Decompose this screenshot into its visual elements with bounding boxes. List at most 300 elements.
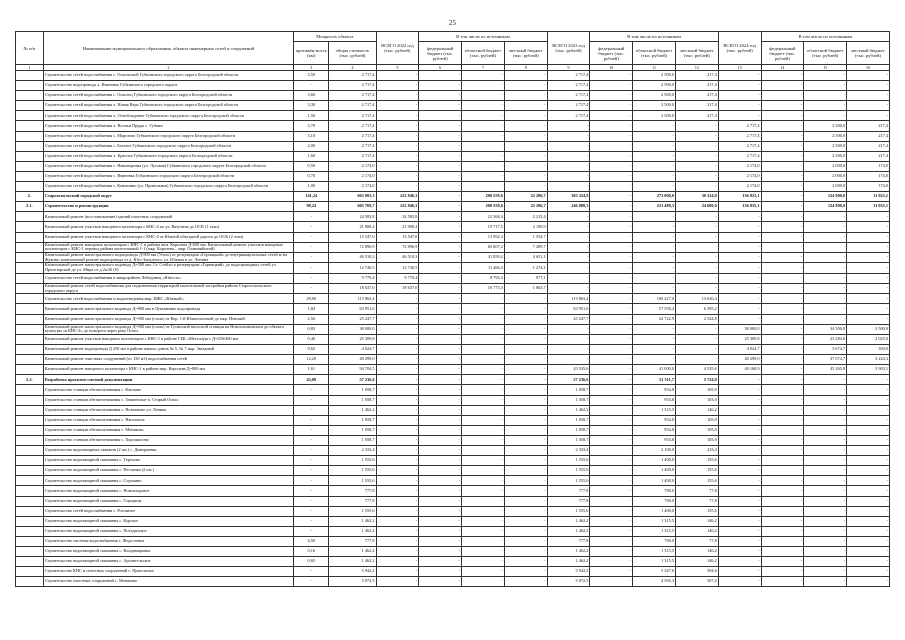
value-cell: 4 565,3 [633, 577, 676, 587]
value-cell: - [761, 253, 804, 263]
value-cell: 155,6 [675, 456, 718, 466]
table-row [16, 71, 890, 81]
header-sources-2024: В том числе по источникам [761, 32, 889, 42]
header-fed-2024: федеральный бюджет (тыс. рублей) [761, 42, 804, 65]
value-cell: 507,2 [675, 577, 718, 587]
table-row [16, 577, 890, 587]
value-cell: - [675, 345, 718, 355]
value-cell: - [376, 557, 419, 567]
value-cell: 2 717,4 [718, 151, 761, 161]
value-cell: - [462, 101, 505, 111]
value-cell: 700,0 [633, 536, 676, 546]
value-cell: - [462, 456, 505, 466]
value-cell: - [761, 101, 804, 111]
table-body [16, 71, 890, 587]
value-cell: 25 309,8 [718, 335, 761, 345]
value-cell: 1 058,7 [329, 435, 376, 445]
value-cell: - [419, 324, 462, 334]
value-cell: - [419, 446, 462, 456]
value-cell: - [675, 182, 718, 192]
value-cell: - [761, 486, 804, 496]
value-cell: - [462, 294, 505, 304]
value-cell: - [376, 141, 419, 151]
value-cell: - [804, 375, 847, 385]
value-cell: - [504, 365, 547, 375]
value-cell: - [847, 456, 890, 466]
value-cell: - [718, 546, 761, 556]
object-name-cell: Строительство и реконструкция [43, 202, 293, 212]
value-cell: 21 908,4 [329, 222, 376, 232]
value-cell: 45 265,8 [804, 365, 847, 375]
value-cell: 2 174,0 [329, 161, 376, 171]
value-cell: - [419, 131, 462, 141]
value-cell: - [419, 435, 462, 445]
value-cell: - [294, 263, 329, 273]
value-cell: - [294, 456, 329, 466]
value-cell: - [761, 141, 804, 151]
value-cell: - [590, 375, 633, 385]
value-cell: - [462, 577, 505, 587]
value-cell: 2 500,0 [804, 151, 847, 161]
value-cell: - [633, 171, 676, 181]
value-cell: - [547, 171, 590, 181]
value-cell: - [547, 273, 590, 283]
value-cell: - [718, 516, 761, 526]
table-row [16, 273, 890, 283]
table-row [16, 506, 890, 516]
object-name-cell: Капитальный ремонт участков напорного коллектора с КНС-4 по ул. Ватутина до ОСК (1 этап) [43, 222, 293, 232]
value-cell: 1 315,5 [633, 516, 676, 526]
value-cell: - [718, 536, 761, 546]
value-cell: - [376, 446, 419, 456]
value-cell: - [761, 151, 804, 161]
value-cell: - [633, 131, 676, 141]
row-number-cell [16, 546, 44, 556]
value-cell: - [419, 415, 462, 425]
value-cell: 0,50 [294, 161, 329, 171]
value-cell: 1 555,6 [329, 476, 376, 486]
value-cell: 57 556,4 [633, 304, 676, 314]
value-cell: - [419, 242, 462, 252]
value-cell: 217,4 [847, 131, 890, 141]
value-cell: - [718, 263, 761, 273]
row-number-cell [16, 506, 44, 516]
value-cell: - [761, 131, 804, 141]
value-cell: 954,8 [633, 385, 676, 395]
object-name-cell: Строительство сетей водоснабжения с. Ивановка Губкинского городского округа Белгородской области [43, 171, 293, 181]
value-cell: 18 637,0 [376, 283, 419, 293]
table-row [16, 536, 890, 546]
value-cell: - [633, 121, 676, 131]
value-cell: - [847, 476, 890, 486]
value-cell: 22 286,7 [504, 192, 547, 202]
value-cell: 663 003,3 [329, 192, 376, 202]
value-cell: 2 174,0 [718, 171, 761, 181]
value-cell: - [590, 232, 633, 242]
value-cell: - [547, 283, 590, 293]
value-cell: - [419, 577, 462, 587]
table-row [16, 202, 890, 212]
header-reg-2024: областной бюджет (тыс. рублей) [804, 42, 847, 65]
value-cell: - [761, 516, 804, 526]
value-cell: - [675, 161, 718, 171]
value-cell: - [590, 546, 633, 556]
value-cell: 1,00 [294, 182, 329, 192]
value-cell: 3 224,3 [847, 355, 890, 365]
value-cell: 2 717,4 [547, 71, 590, 81]
value-cell: - [462, 486, 505, 496]
value-cell: - [419, 557, 462, 567]
row-number-cell [16, 212, 44, 222]
row-number-cell [16, 496, 44, 506]
row-number-cell: 2.2. [16, 375, 44, 385]
value-cell: - [419, 375, 462, 385]
value-cell: - [761, 506, 804, 516]
value-cell: - [376, 335, 419, 345]
value-cell: 12 740,5 [376, 263, 419, 273]
value-cell: - [376, 546, 419, 556]
value-cell: - [633, 345, 676, 355]
column-index: 9 [547, 65, 590, 71]
value-cell: - [504, 335, 547, 345]
value-cell: - [419, 202, 462, 212]
value-cell: - [419, 526, 462, 536]
column-index: 4 [329, 65, 376, 71]
value-cell: 954,8 [633, 435, 676, 445]
value-cell: - [504, 294, 547, 304]
value-cell: 40 299,0 [329, 355, 376, 365]
value-cell: - [294, 516, 329, 526]
header-sources-2023: В том числе по источникам [590, 32, 718, 42]
value-cell: - [294, 273, 329, 283]
table-row [16, 171, 890, 181]
value-cell: - [718, 71, 761, 81]
value-cell: 24 600,0 [675, 202, 718, 212]
value-cell: - [462, 557, 505, 567]
value-cell: - [376, 101, 419, 111]
value-cell: - [376, 486, 419, 496]
table-row [16, 567, 890, 577]
value-cell: 217,4 [675, 111, 718, 121]
table-row [16, 476, 890, 486]
row-number-cell [16, 456, 44, 466]
object-name-cell: Капитальный ремонт водопровода Д 250 мм в районе жилых домов № 5, № 7 мкр. Звездный [43, 345, 293, 355]
value-cell: - [504, 304, 547, 314]
value-cell: 2 717,4 [547, 91, 590, 101]
value-cell: 6 395,2 [675, 304, 718, 314]
value-cell: - [376, 506, 419, 516]
value-cell: 954,8 [633, 415, 676, 425]
column-index: 5 [376, 65, 419, 71]
value-cell: 40 299,0 [718, 355, 761, 365]
column-index: 10 [590, 65, 633, 71]
value-cell: - [419, 283, 462, 293]
row-number-cell [16, 294, 44, 304]
object-name-cell: Строительство водонапорных скважин (2 шт.) с. Дмитриевка [43, 446, 293, 456]
value-cell: - [847, 212, 890, 222]
value-cell: 49 168,9 [718, 365, 761, 375]
value-cell: - [376, 111, 419, 121]
value-cell: 200 559,6 [462, 192, 505, 202]
value-cell: 105,9 [675, 435, 718, 445]
row-number-cell [16, 577, 44, 587]
value-cell: - [590, 456, 633, 466]
value-cell: - [804, 557, 847, 567]
value-cell: - [504, 536, 547, 546]
value-cell: 2 000,0 [804, 182, 847, 192]
value-cell: 2 174,0 [718, 161, 761, 171]
value-cell: - [718, 456, 761, 466]
value-cell: - [718, 425, 761, 435]
value-cell: - [847, 81, 890, 91]
value-cell: - [633, 222, 676, 232]
value-cell: - [462, 182, 505, 192]
value-cell: 136 823,1 [718, 192, 761, 202]
value-cell: - [847, 385, 890, 395]
value-cell: - [504, 182, 547, 192]
value-cell: - [590, 121, 633, 131]
object-name-cell: Строительство сетей водоснабжения х. Освобождение Губкинского городского округа Белгородской области [43, 111, 293, 121]
value-cell: - [590, 81, 633, 91]
value-cell: - [804, 263, 847, 273]
value-cell: - [761, 202, 804, 212]
value-cell: 13 992,3 [462, 232, 505, 242]
value-cell: - [761, 456, 804, 466]
value-cell: - [761, 365, 804, 375]
value-cell: - [804, 294, 847, 304]
row-number-cell [16, 91, 44, 101]
value-cell: - [761, 71, 804, 81]
value-cell: - [761, 171, 804, 181]
value-cell: 155,6 [675, 506, 718, 516]
row-number-cell [16, 526, 44, 536]
value-cell: 13 636,4 [675, 294, 718, 304]
value-cell: - [590, 345, 633, 355]
column-index: 2 [43, 65, 293, 71]
value-cell: - [504, 546, 547, 556]
value-cell: 2 500,0 [633, 91, 676, 101]
value-cell: 1 400,0 [633, 456, 676, 466]
value-cell: - [675, 232, 718, 242]
value-cell: - [419, 385, 462, 395]
value-cell: 605 769,7 [329, 202, 376, 212]
value-cell: - [718, 253, 761, 263]
table-row [16, 375, 890, 385]
value-cell: 1 554,7 [504, 232, 547, 242]
value-cell: - [633, 232, 676, 242]
value-cell: - [376, 131, 419, 141]
value-cell: - [462, 425, 505, 435]
value-cell: 700,0 [633, 486, 676, 496]
row-number-cell [16, 71, 44, 81]
row-number-cell [16, 314, 44, 324]
value-cell: - [504, 151, 547, 161]
table-row [16, 486, 890, 496]
value-cell: - [633, 324, 676, 334]
value-cell: 2 174,0 [329, 182, 376, 192]
value-cell: 233,4 [675, 446, 718, 456]
row-number-cell [16, 111, 44, 121]
value-cell: - [718, 415, 761, 425]
value-cell: 2 717,4 [329, 101, 376, 111]
object-name-cell: Строительство станции обезжелезивания с. Хорошилово [43, 435, 293, 445]
value-cell: 217,4 [675, 101, 718, 111]
value-cell: - [590, 496, 633, 506]
value-cell: - [633, 141, 676, 151]
value-cell: - [804, 242, 847, 252]
value-cell: 222 846,3 [376, 202, 419, 212]
value-cell: - [504, 324, 547, 334]
value-cell: - [294, 435, 329, 445]
value-cell: - [294, 486, 329, 496]
value-cell: 594,6 [675, 567, 718, 577]
value-cell: 65 607,2 [462, 242, 505, 252]
value-cell: - [847, 71, 890, 81]
header-loc-2024: местный бюджет (тыс. рублей) [847, 42, 890, 65]
value-cell: - [590, 131, 633, 141]
value-cell: 25 247,7 [547, 314, 590, 324]
value-cell: 2 000,0 [804, 171, 847, 181]
value-cell: - [761, 304, 804, 314]
row-number-cell [16, 345, 44, 355]
value-cell: 174,0 [847, 182, 890, 192]
value-cell: - [419, 171, 462, 181]
value-cell: - [419, 273, 462, 283]
table-row [16, 345, 890, 355]
value-cell: - [847, 496, 890, 506]
table-row [16, 91, 890, 101]
value-cell: 777,8 [547, 496, 590, 506]
value-cell: - [847, 242, 890, 252]
value-cell: 1 555,6 [547, 456, 590, 466]
value-cell: 777,8 [547, 536, 590, 546]
value-cell: - [847, 536, 890, 546]
financing-table [15, 31, 890, 587]
table-row [16, 466, 890, 476]
value-cell: 7 289,7 [504, 242, 547, 252]
value-cell: - [761, 466, 804, 476]
value-cell: - [547, 182, 590, 192]
value-cell: - [294, 283, 329, 293]
value-cell: - [718, 526, 761, 536]
value-cell: - [462, 161, 505, 171]
value-cell: - [294, 405, 329, 415]
value-cell: - [590, 111, 633, 121]
value-cell: - [590, 253, 633, 263]
table-row [16, 81, 890, 91]
value-cell: 1 058,7 [329, 425, 376, 435]
value-cell: - [847, 577, 890, 587]
value-cell: - [804, 506, 847, 516]
object-name-cell: Строительство водонапорной скважины с. Владимировка [43, 546, 293, 556]
value-cell: 105,9 [675, 385, 718, 395]
value-cell: 94 704,5 [329, 365, 376, 375]
value-cell: 2 500,0 [633, 71, 676, 81]
value-cell: 41 000,0 [633, 365, 676, 375]
value-cell: 1 058,7 [547, 385, 590, 395]
value-cell: 46 510,3 [376, 253, 419, 263]
table-row [16, 355, 890, 365]
value-cell: - [504, 506, 547, 516]
object-name-cell: Строительство станции обезжелезивания с. Монаково [43, 425, 293, 435]
value-cell: - [847, 506, 890, 516]
column-index: 3 [294, 65, 329, 71]
value-cell: - [590, 425, 633, 435]
table-row [16, 415, 890, 425]
value-cell: 8 793,3 [462, 273, 505, 283]
value-cell: 1 058,7 [547, 395, 590, 405]
value-cell: 25 247,7 [329, 314, 376, 324]
value-cell: 2 174,0 [718, 182, 761, 192]
value-cell: - [675, 355, 718, 365]
value-cell: - [804, 314, 847, 324]
header-total-2024: ВСЕГО 2024 год (тыс. рублей) [718, 32, 761, 65]
value-cell: - [590, 202, 633, 212]
value-cell: - [547, 131, 590, 141]
value-cell: - [675, 171, 718, 181]
value-cell: 5 942,2 [329, 567, 376, 577]
row-number-cell [16, 335, 44, 345]
value-cell: - [675, 335, 718, 345]
value-cell: - [590, 212, 633, 222]
value-cell: - [804, 546, 847, 556]
value-cell: 1 462,2 [547, 405, 590, 415]
value-cell: - [718, 375, 761, 385]
value-cell: 1 462,2 [329, 405, 376, 415]
value-cell: - [590, 151, 633, 161]
value-cell: - [804, 516, 847, 526]
value-cell: - [504, 131, 547, 141]
table-row [16, 232, 890, 242]
row-number-cell [16, 263, 44, 273]
row-number-cell [16, 355, 44, 365]
value-cell: - [419, 486, 462, 496]
value-cell: - [718, 395, 761, 405]
value-cell: - [804, 71, 847, 81]
column-index: 13 [718, 65, 761, 71]
value-cell: - [547, 212, 590, 222]
value-cell: - [718, 212, 761, 222]
value-cell: 1,84 [294, 304, 329, 314]
value-cell: - [419, 294, 462, 304]
table-row [16, 192, 890, 202]
value-cell: 1 555,6 [329, 456, 376, 466]
value-cell: 24 583,8 [329, 212, 376, 222]
value-cell: 221 488,3 [633, 202, 676, 212]
value-cell: - [547, 141, 590, 151]
value-cell: 0,65 [294, 557, 329, 567]
value-cell: - [633, 212, 676, 222]
row-number-cell [16, 365, 44, 375]
value-cell: - [590, 161, 633, 171]
value-cell: 1 058,7 [329, 385, 376, 395]
object-name-cell: Строительство сетей водоснабжения х. Новая Вера Губкинского городского округа Белгородской области [43, 101, 293, 111]
value-cell: - [761, 425, 804, 435]
value-cell: - [547, 253, 590, 263]
value-cell: - [419, 496, 462, 506]
row-number-cell [16, 405, 44, 415]
row-number-cell [16, 466, 44, 476]
value-cell: - [462, 81, 505, 91]
value-cell: - [761, 536, 804, 546]
value-cell: 2 717,4 [329, 151, 376, 161]
row-number-cell [16, 101, 44, 111]
value-cell: 38 000,0 [718, 324, 761, 334]
header-length: протяжён-ность (км) [294, 42, 329, 65]
value-cell: - [504, 435, 547, 445]
value-cell: - [419, 355, 462, 365]
value-cell: - [761, 242, 804, 252]
